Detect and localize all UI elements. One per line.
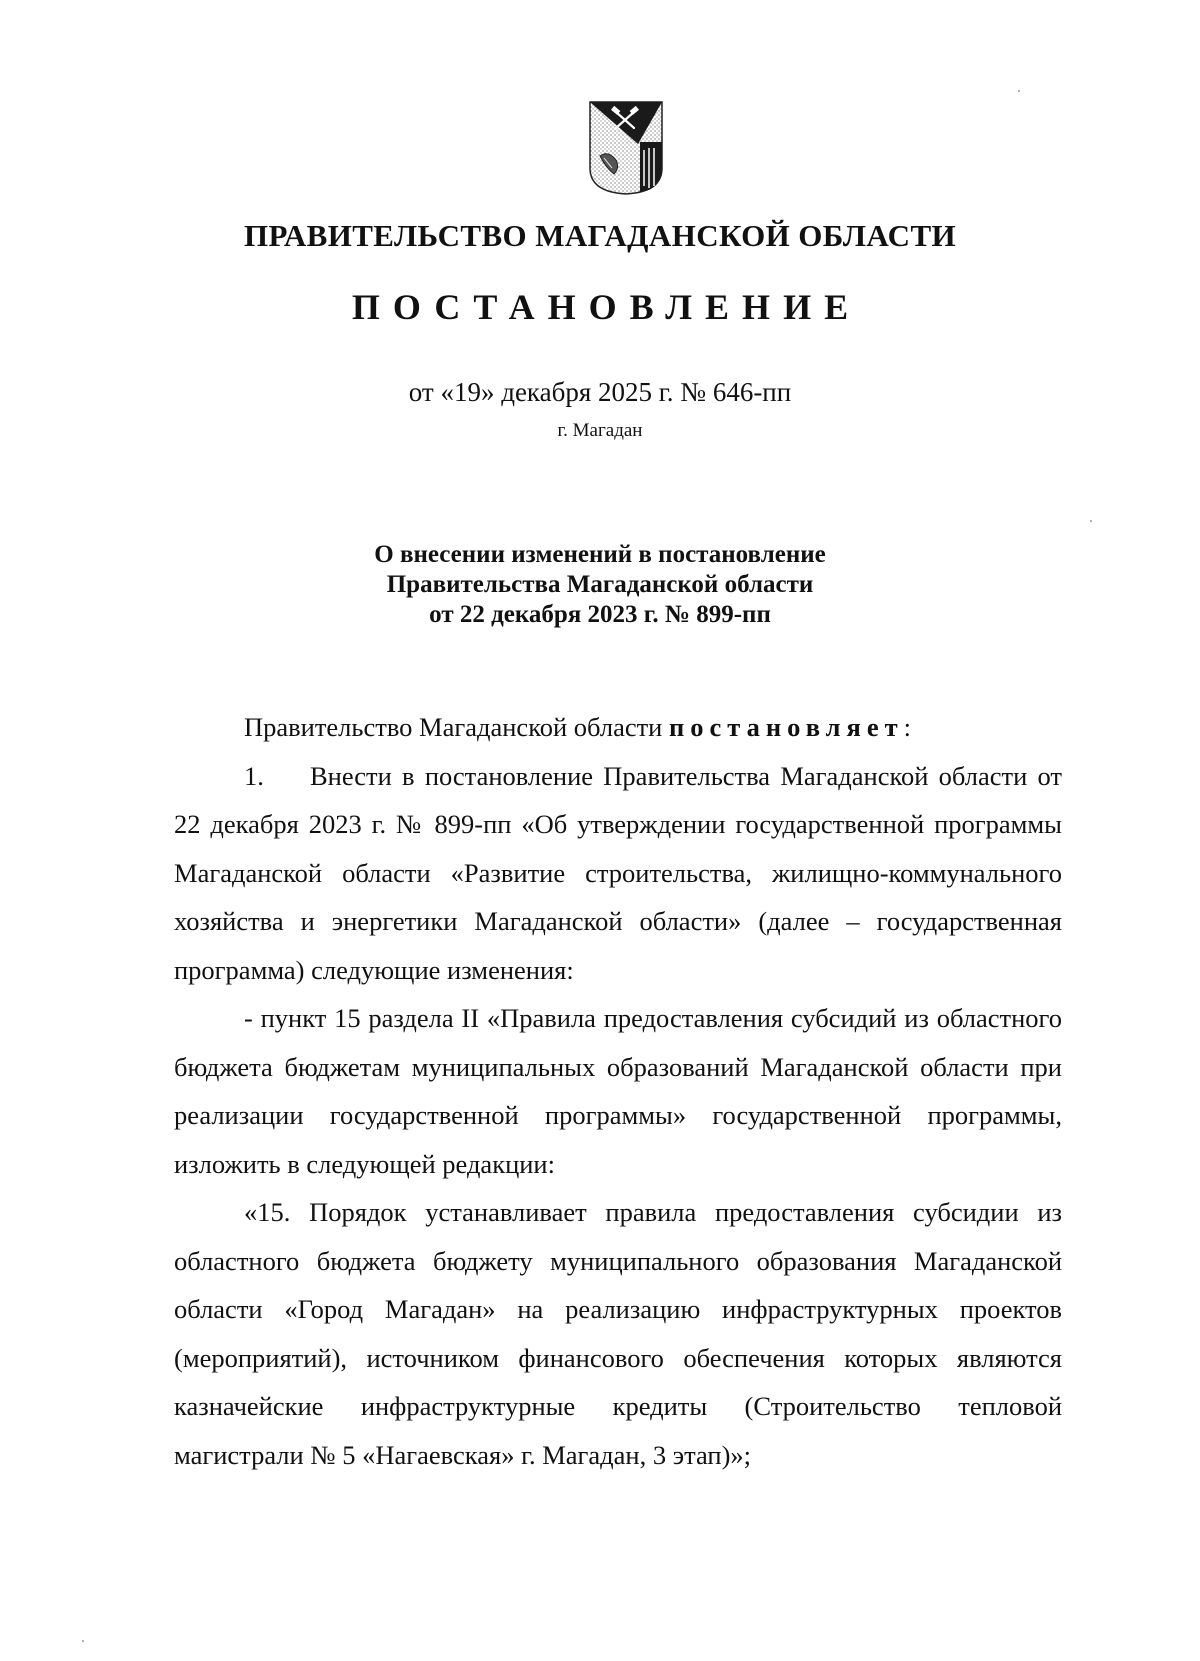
magadan-oblast-coat-of-arms-icon <box>586 98 666 196</box>
preamble-paragraph <box>174 703 1062 752</box>
government-title: ПРАВИТЕЛЬСТВО МАГАДАНСКОЙ ОБЛАСТИ <box>243 218 957 253</box>
preamble-verb: постановляет <box>668 712 904 742</box>
document-type: ПОСТАНОВЛЕНИЕ <box>351 287 862 327</box>
item-number: 1. <box>244 760 264 791</box>
subject-line: Правительства Магаданской области <box>386 571 814 598</box>
document-city: г. Магадан <box>557 420 643 441</box>
scan-speck <box>1018 90 1020 92</box>
preamble-colon: : <box>903 712 912 742</box>
subject-line: О внесении изменений в постановление <box>374 541 826 568</box>
item-paragraph <box>174 752 1062 995</box>
preamble-text: Правительство Магаданской области <box>244 712 669 742</box>
document-date-number: от «19» декабря 2025 г. № 646-пп <box>408 377 792 407</box>
document-subject <box>0 540 1200 630</box>
item-text: Внести в постановление Правительства Магаданской области от 22 декабря 2023 г. № 899-пп «Об утверждении государственной программы Магаданской области «Развитие строительства, жилищно-коммунального хозяйства и энергетики Магаданской области» (далее – государственная программа) следующие изменения: <box>174 760 1062 985</box>
document-body <box>174 703 1062 1479</box>
bullet-paragraph: - пункт 15 раздела II «Правила предоставления субсидий из областного бюджета бюджетам муниципальных образований Магаданской области при реализации государственной программы» государственной программы, изложить в следующей редакции: <box>174 1003 1062 1179</box>
subject-line: от 22 декабря 2023 г. № 899-пп <box>429 601 771 628</box>
scan-speck <box>82 1640 84 1642</box>
scan-speck <box>1090 520 1092 522</box>
quoted-paragraph: «15. Порядок устанавливает правила предоставления субсидии из областного бюджета бюджету муниципального образования Магаданской области «Город Магадан» на реализацию инфраструктурных проектов (мероприятий), источником финансового обеспечения которых являются казначейские инфраструктурные кредиты (Строительство тепловой магистрали № 5 «Нагаевская» г. Магадан, 3 этап)»; <box>174 1197 1062 1470</box>
